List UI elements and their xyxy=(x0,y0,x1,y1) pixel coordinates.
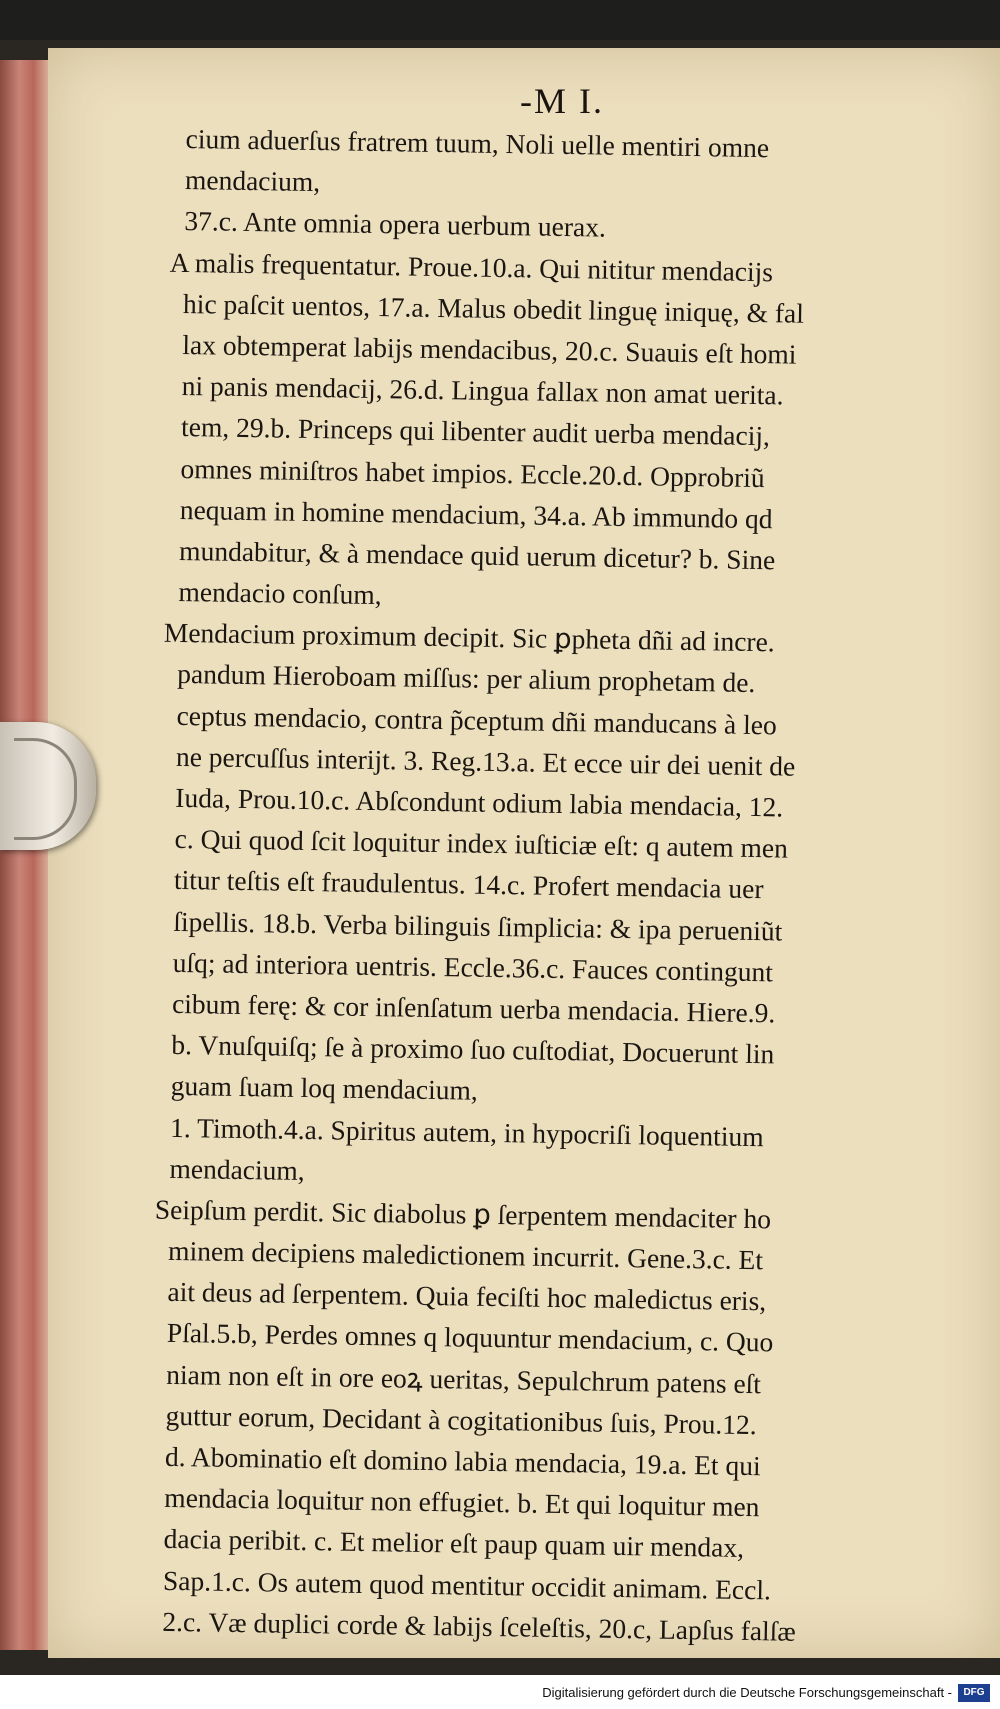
page-signature: -M I. xyxy=(520,81,604,121)
text-line: titur teſtis eſt fraudulentus. 14.c. Profert mendacia uer xyxy=(173,864,764,905)
text-line: b. Vnuſquiſq; ſe à proximo ſuo cuſtodiat, Docuerunt lin xyxy=(171,1029,775,1070)
text-line: A malis frequentatur. Proue.10.a. Qui nititur mendacijs xyxy=(169,246,774,287)
text-line: ni panis mendacij, 26.d. Lingua fallax non amat uerita. xyxy=(181,370,784,411)
text-line: tem, 29.b. Princeps qui libenter audit uerba mendacij, xyxy=(180,411,771,452)
text-line: c. Qui quod ſcit loquitur index iuſticiæ eſt: q autem men xyxy=(174,823,789,864)
text-line: minem decipiens maledictionem incurrit. Gene.3.c. Et xyxy=(167,1234,764,1276)
text-line: 37.c. Ante omnia opera uerbum uerax. xyxy=(184,205,607,243)
text-line: ait deus ad ſerpentem. Quia feciſti hoc maledictus eris, xyxy=(167,1276,767,1317)
text-line: omnes miniſtros habet impios. Eccle.20.d. Opprobriũ xyxy=(180,452,765,493)
text-line: dacia peribit. c. Et melior eſt paup quam uir mendax, xyxy=(163,1523,745,1564)
text-line: mendacio conſum, xyxy=(178,576,382,611)
text-line: cium aduerſus fratrem tuum, Noli uelle mentiri omne xyxy=(185,122,770,164)
text-line: pandum Hieroboam miſſus: per alium prophetam de. xyxy=(177,658,756,699)
footer-bar xyxy=(0,1675,1000,1709)
clasp-loop xyxy=(14,738,77,840)
text-line: ceptus mendacio, contra p̃ceptum dñi manducans à leo xyxy=(176,699,778,740)
text-line: cibum ferę: & cor inſenſatum uerba mendacia. Hiere.9. xyxy=(171,987,776,1029)
text-line: 2.c. Væ duplici corde & labijs ſceleſtis, 20.c, Lapſus falſæ xyxy=(162,1605,796,1647)
text-line: mendacium, xyxy=(169,1152,305,1186)
text-line: ſipellis. 18.b. Verba bilinguis ſimplicia: & ipa perueniũt xyxy=(173,905,783,947)
text-line: nequam in homine mendacium, 34.a. Ab immundo qd xyxy=(179,493,773,534)
text-line: Seipſum perdit. Sic diabolus ꝑ ſerpentem mendaciter ho xyxy=(154,1193,772,1235)
text-line: Mendacium proximum decipit. Sic ꝑpheta dñi ad incre. xyxy=(163,616,775,658)
text-line: mendacium, xyxy=(184,164,321,198)
text-line: guttur eorum, Decidant à cogitationibus ſuis, Prou.12. xyxy=(165,1399,757,1440)
text-line: Iuda, Prou.10.c. Abſcondunt odium labia mendacia, 12. xyxy=(175,781,784,823)
text-line: 1. Timoth.4.a. Spiritus autem, in hypocriſi loquentium xyxy=(169,1111,764,1152)
dfg-logo-icon: DFG xyxy=(958,1684,990,1702)
text-line: niam non eſt in ore eoꝝ ueritas, Sepulchrum patens eſt xyxy=(166,1358,762,1399)
text-line: lax obtemperat labijs mendacibus, 20.c. Suauis eſt homi xyxy=(182,328,797,370)
funding-credit: Digitalisierung gefördert durch die Deutsche Forschungsgemeinschaft - xyxy=(542,1685,952,1700)
page-text xyxy=(154,118,946,1654)
text-line: mundabitur, & à mendace quid uerum dicetur? b. Sine xyxy=(178,534,776,576)
text-line: d. Abominatio eſt domino labia mendacia, 19.a. Et qui xyxy=(164,1440,761,1482)
text-line: hic paſcit uentos, 17.a. Malus obedit linguę iniquę, & fal xyxy=(182,287,805,329)
text-line: uſq; ad interiora uentris. Eccle.36.c. Fauces contingunt xyxy=(172,946,774,988)
text-line: Pſal.5.b, Perdes omnes q loquuntur mendacium, c. Quo xyxy=(166,1317,774,1358)
text-line: mendacia loquitur non effugiet. b. Et qui loquitur men xyxy=(164,1482,760,1523)
text-line: Sap.1.c. Os autem quod mentitur occidit animam. Eccl. xyxy=(162,1564,772,1605)
text-line: ne percuſſus interijt. 3. Reg.13.a. Et ecce uir dei uenit de xyxy=(175,740,796,782)
text-line: guam ſuam loq mendacium, xyxy=(170,1070,479,1107)
